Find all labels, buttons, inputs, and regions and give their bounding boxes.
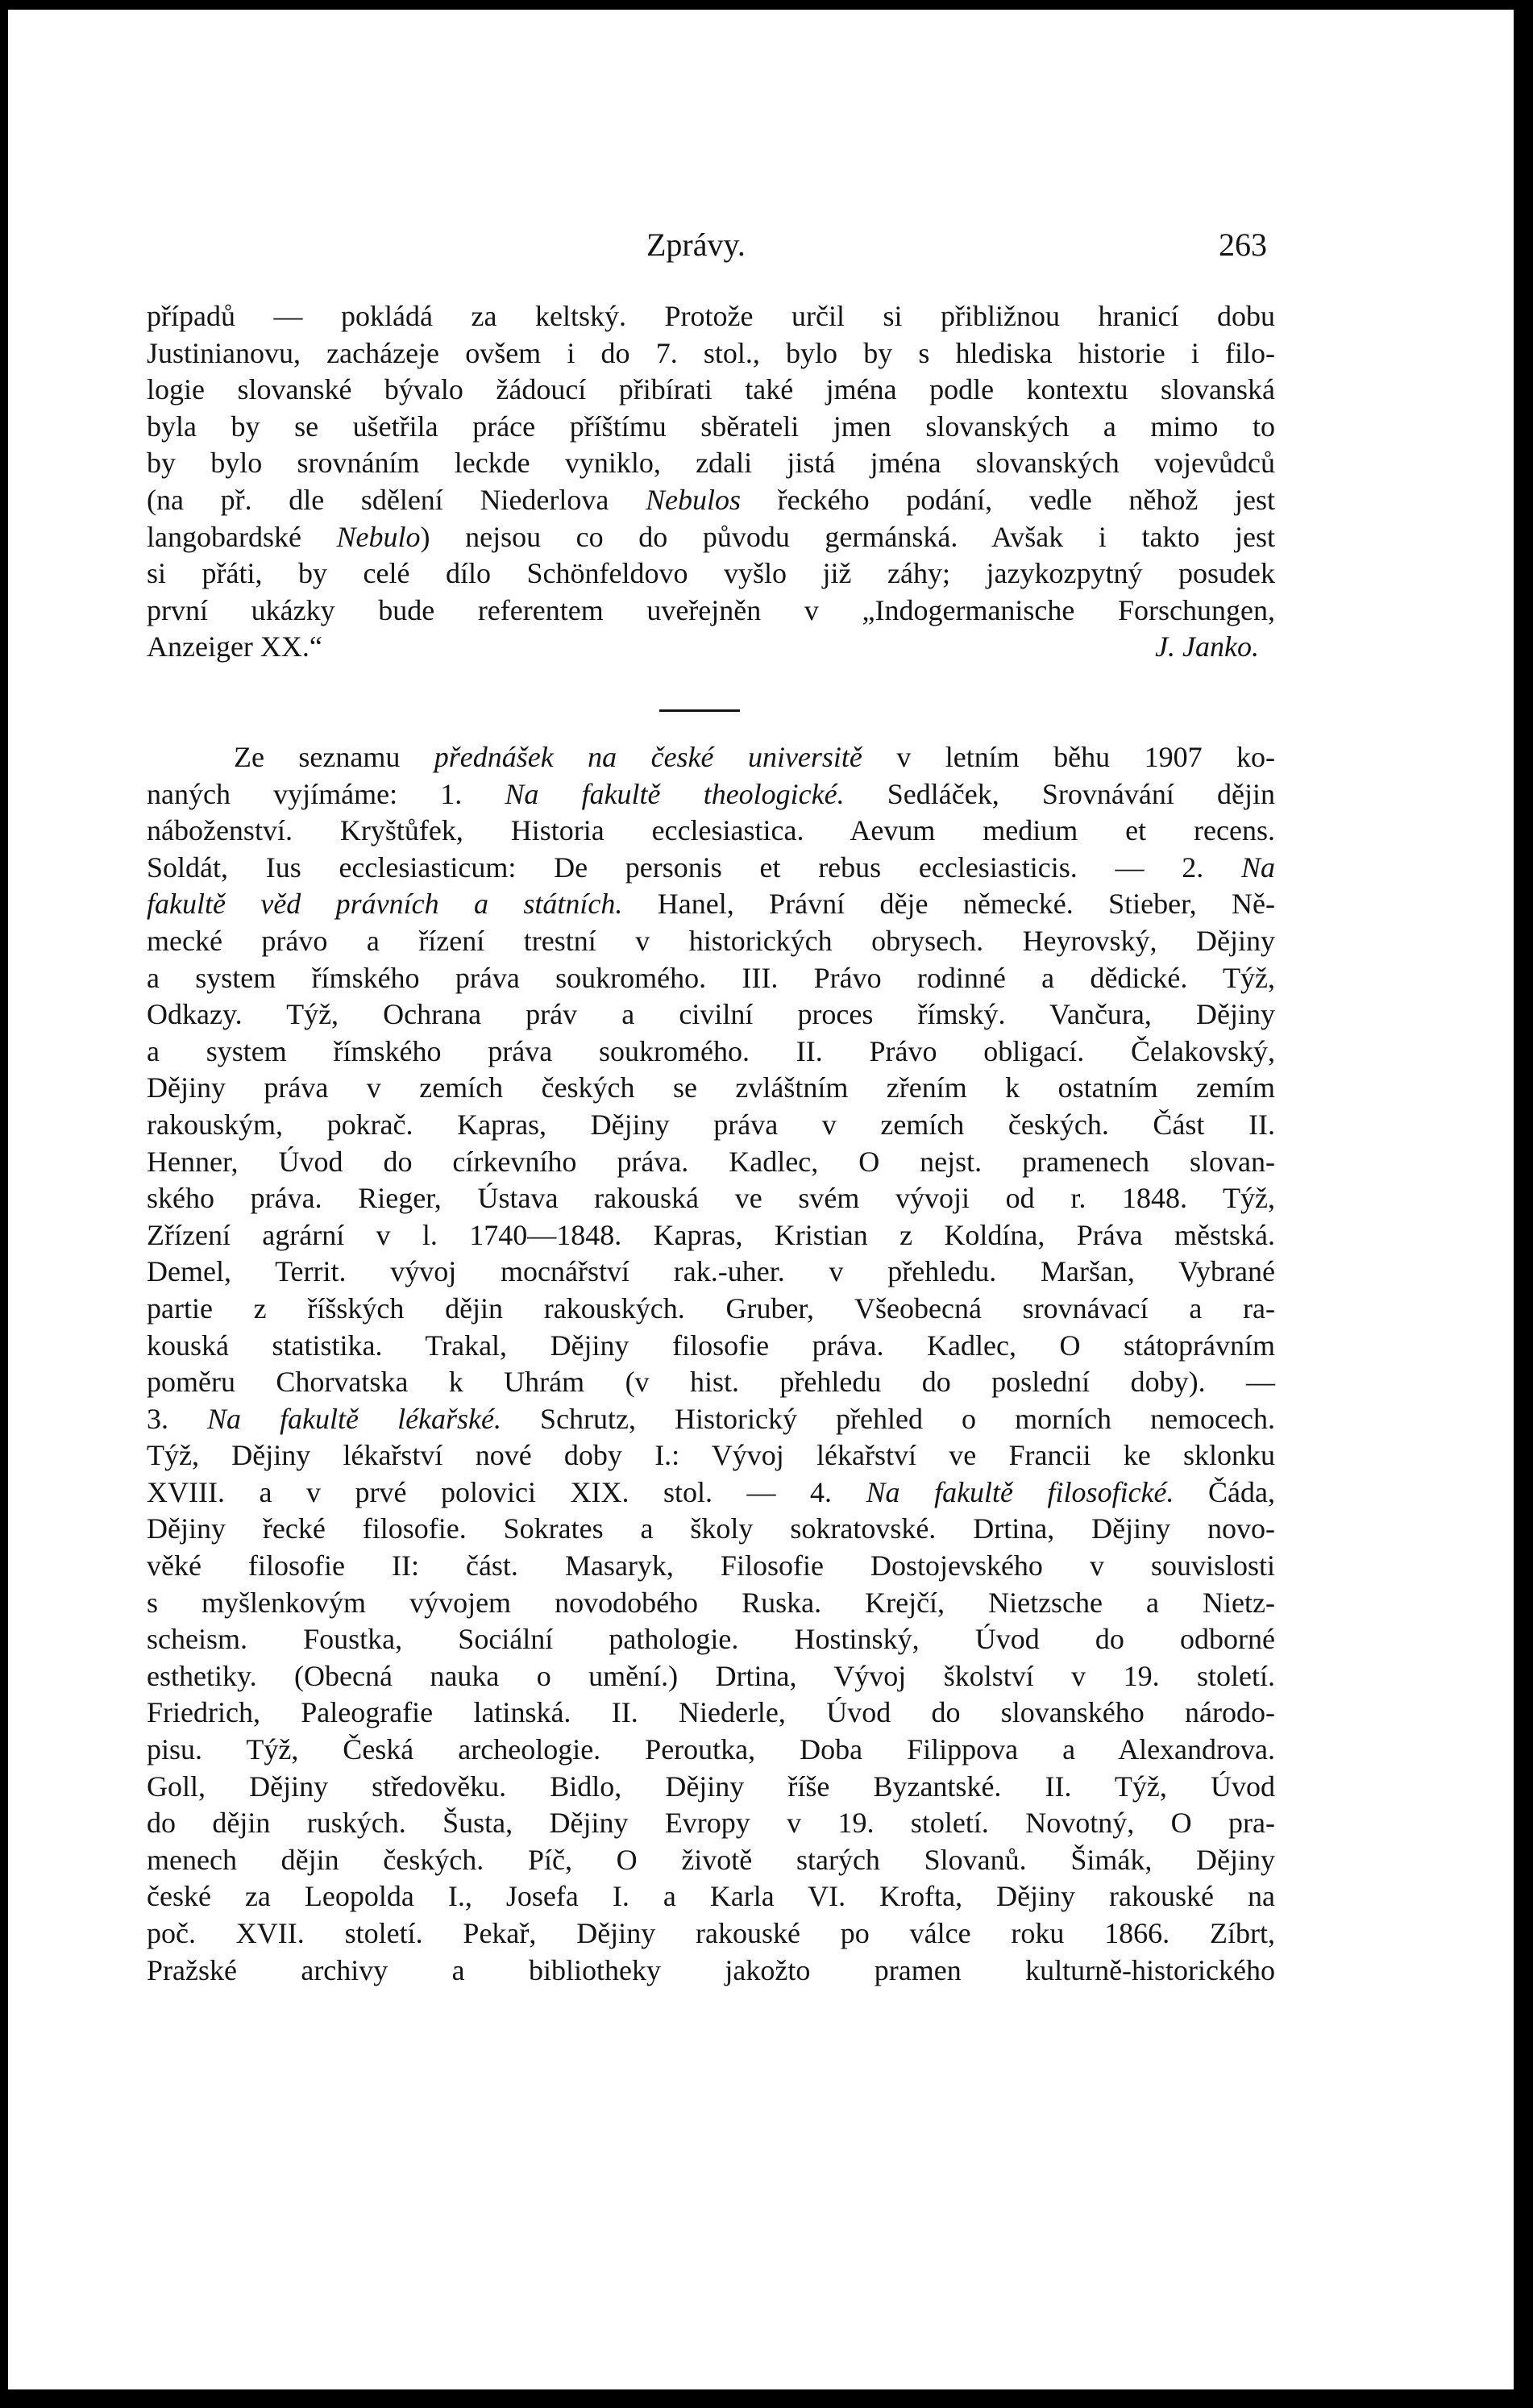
text-run: Soldát, Ius ecclesiasticum: De personis et rebus ecclesiasticis. — 2.: [147, 850, 1241, 884]
text-line: ského práva. Rieger, Ústava rakouská ve svém vývoji od r. 1848. Týž,: [147, 1182, 1275, 1215]
text-line: [147, 1474, 1275, 1512]
faculty-heading: fakultě věd právních a státních.: [147, 888, 623, 921]
text-line: věké filosofie II: část. Masaryk, Filosofie Dostojevského v souvislosti: [147, 1549, 1275, 1582]
text-line: s myšlenkovým vývojem novodobého Ruska. Krejčí, Nietzsche a Nietz-: [147, 1586, 1275, 1619]
text-line: menech dějin českých. Píč, O životě starých Slovanů. Šimák, Dějiny: [147, 1843, 1275, 1876]
text-run: langobardské: [147, 520, 337, 553]
text-line: mecké právo a řízení trestní v historických obrysech. Heyrovský, Dějiny: [147, 924, 1275, 957]
text-line: Pražské archivy a bibliotheky jakožto pramen kulturně-historického: [147, 1953, 1275, 1986]
text-line: byla by se ušetřila práce příštímu sběrateli jmen slovanských a mimo to: [147, 410, 1275, 443]
text-line: poč. XVII. století. Pekař, Dějiny rakouské po válce roku 1866. Zíbrt,: [147, 1917, 1275, 1949]
text-run: Ze seznamu: [234, 741, 434, 773]
text-line: Friedrich, Paleografie latinská. II. Niederle, Úvod do slovanského národo-: [147, 1696, 1275, 1729]
paragraph-schoenfeld-review: [147, 298, 1275, 666]
text-run: Hanel, Právní děje německé. Stieber, Ně-: [622, 888, 1275, 921]
text-line: Zřízení agrární v l. 1740—1848. Kapras, Kristian z Koldína, Práva městská.: [147, 1218, 1275, 1251]
italic-term: Nebulo: [336, 520, 421, 553]
text-line: Henner, Úvod do církevního práva. Kadlec, O nejst. pramenech slovan-: [147, 1145, 1275, 1178]
text-line: [147, 1401, 1275, 1438]
text-line: [147, 886, 1275, 923]
paragraph-lecture-list: [147, 739, 1275, 1989]
text-run: Čáda,: [1174, 1475, 1276, 1508]
text-line: partie z říšských dějin rakouských. Gruber, Všeobecná srovnávací a ra-: [147, 1291, 1275, 1325]
text-line: [147, 519, 1275, 556]
text-line: české za Leopolda I., Josefa I. a Karla VI. Krofta, Dějiny rakouské na: [147, 1880, 1275, 1913]
text-line: [147, 482, 1275, 519]
text-line: a system římského práva soukromého. III. Právo rodinné a dědické. Týž,: [147, 961, 1275, 994]
text-line: náboženství. Kryštůfek, Historia ecclesiastica. Aevum medium et recens.: [147, 814, 1275, 847]
faculty-heading: Na: [1240, 850, 1275, 884]
text-line: [147, 739, 1275, 776]
text-line: případů — pokládá za keltský. Protože určil si přibližnou hranicí dobu: [147, 300, 1275, 332]
text-line: do dějin ruských. Šusta, Dějiny Evropy v 19. století. Novotný, O pra-: [147, 1807, 1275, 1840]
text-run: naných vyjímáme: 1.: [147, 777, 505, 810]
text-line: Demel, Territ. vývoj mocnářství rak.-uher. v přehledu. Maršan, Vybrané: [147, 1255, 1275, 1288]
faculty-heading: Na fakultě filosofické.: [866, 1475, 1174, 1508]
text-line: Justinianovu, zacházeje ovšem i do 7. stol., bylo by s hlediska historie i filo-: [147, 336, 1275, 369]
text-line: esthetiky. (Obecná nauka o umění.) Drtina, Vývoj školství v 19. století.: [147, 1659, 1275, 1692]
text-line: [147, 776, 1275, 813]
section-divider: [659, 709, 740, 712]
text-line: a system římského práva soukromého. II. Právo obligací. Čelakovský,: [147, 1034, 1275, 1067]
text-line: logie slovanské bývalo žádoucí přibírati také jména podle kontextu slovanská: [147, 373, 1275, 406]
author-signature: J. Janko.: [1155, 630, 1259, 663]
faculty-heading: Na fakultě theologické.: [505, 777, 845, 810]
text-line: si přáti, by celé dílo Schönfeldovo vyšlo již záhy; jazykozpytný posudek: [147, 557, 1275, 590]
text-run: XVIII. a v prvé polovici XIX. stol. — 4.: [147, 1475, 866, 1508]
text-line: Goll, Dějiny středověku. Bidlo, Dějiny říše Byzantské. II. Týž, Úvod: [147, 1770, 1275, 1803]
text-line: by bylo srovnáním leckde vyniklo, zdali jistá jména slovanských vojevůdců: [147, 447, 1275, 480]
text-run: (na př. dle sdělení Niederlova: [147, 483, 646, 516]
text-line: kouská statistika. Trakal, Dějiny filosofie práva. Kadlec, O státoprávním: [147, 1329, 1275, 1362]
page-number: 263: [1219, 227, 1267, 263]
text-line: [147, 850, 1275, 887]
text-line: pisu. Týž, Česká archeologie. Peroutka, Doba Filippova a Alexandrova.: [147, 1733, 1275, 1766]
text-line: poměru Chorvatska k Uhrám (v hist. přehledu do poslední doby). —: [147, 1366, 1275, 1399]
text-line: Dějiny práva v zemích českých se zvláštním zřením k ostatním zemím: [147, 1071, 1275, 1104]
text-line: první ukázky bude referentem uveřejněn v „Indogermanische Forschungen,: [147, 593, 1275, 626]
closing-line: [147, 629, 1275, 666]
text-run: Anzeiger XX.“: [147, 630, 322, 663]
text-run: v letním běhu 1907 ko-: [862, 741, 1276, 773]
text-line: Dějiny řecké filosofie. Sokrates a školy sokratovské. Drtina, Dějiny novo-: [147, 1512, 1275, 1545]
running-title: Zprávy.: [646, 227, 746, 263]
running-header: [147, 226, 1267, 274]
page: [8, 10, 1514, 2389]
text-line: rakouským, pokrač. Kapras, Dějiny práva v zemích českých. Část II.: [147, 1108, 1275, 1141]
text-line: Týž, Dějiny lékařství nové doby I.: Vývoj lékařství ve Francii ke sklonku: [147, 1439, 1275, 1472]
text-run: 3.: [147, 1402, 208, 1435]
faculty-heading: Na fakultě lékařské.: [207, 1402, 502, 1435]
italic-term: přednášek na české universitě: [434, 741, 862, 773]
text-line: Odkazy. Týž, Ochrana práv a civilní proces římský. Vančura, Dějiny: [147, 998, 1275, 1031]
text-line: scheism. Foustka, Sociální pathologie. Hostinský, Úvod do odborné: [147, 1623, 1275, 1656]
text-run: řeckého podání, vedle něhož jest: [741, 483, 1275, 516]
italic-term: Nebulos: [646, 483, 742, 516]
text-run: Sedláček, Srovnávání dějin: [844, 777, 1275, 810]
text-run: ) nejsou co do původu germánská. Avšak i takto jest: [420, 520, 1276, 553]
text-run: Schrutz, Historický přehled o morních nemocech.: [501, 1402, 1275, 1435]
